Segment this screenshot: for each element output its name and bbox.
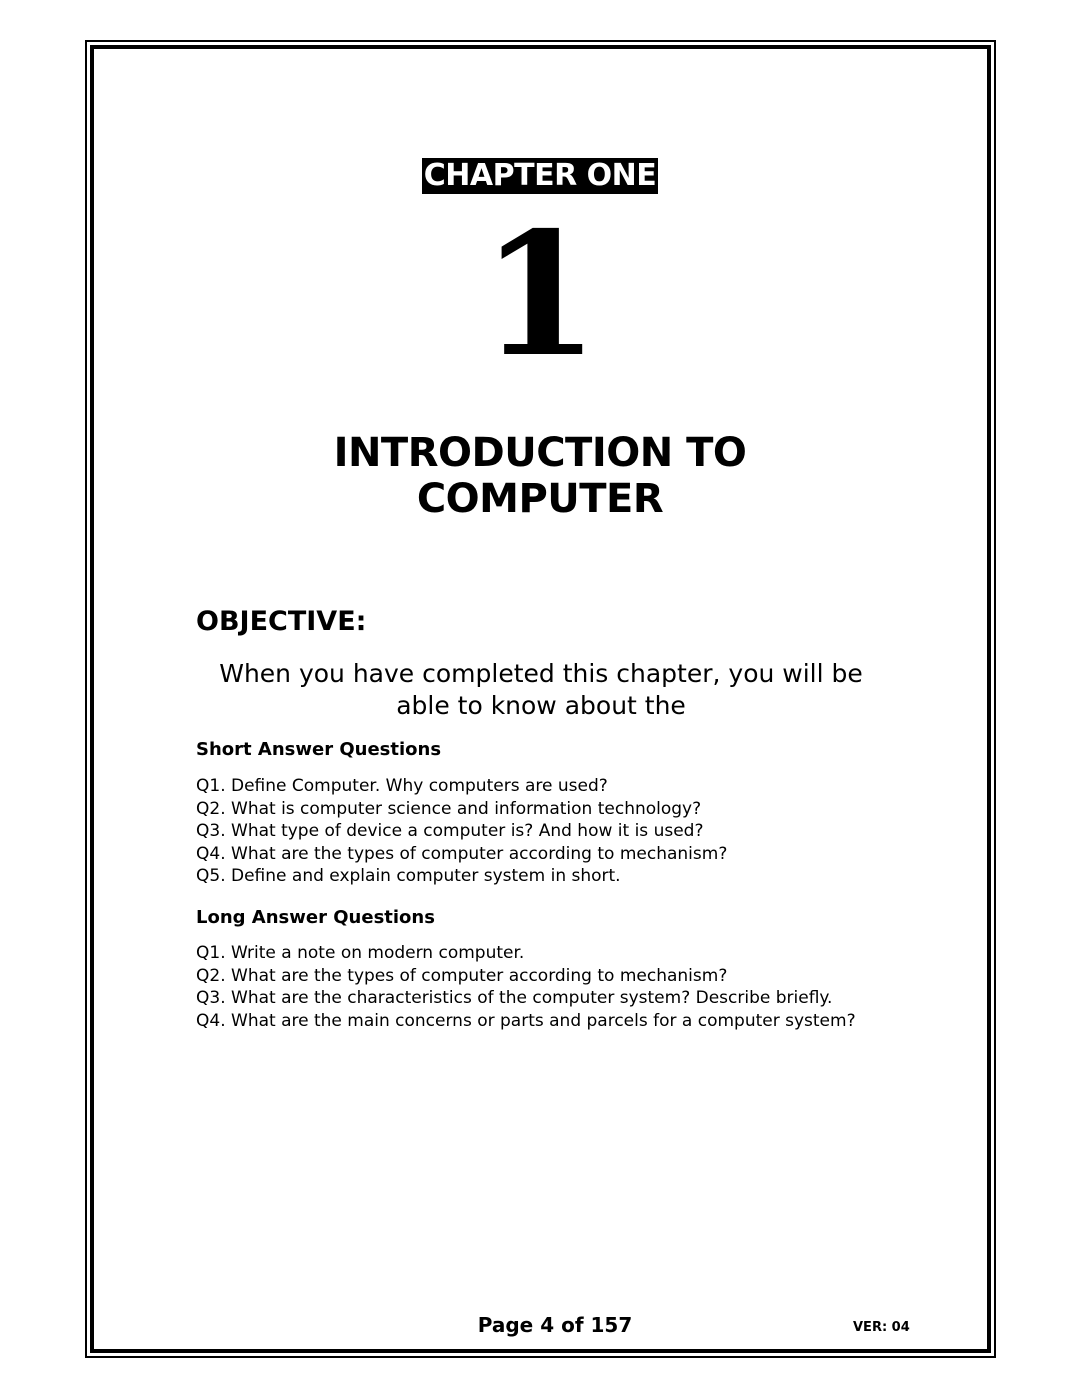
objective-text-line-2: able to know about the: [396, 691, 686, 720]
short-answer-question: Q5. Define and explain computer system in short.: [196, 866, 621, 886]
long-answer-question: Q2. What are the types of computer according to mechanism?: [196, 965, 728, 986]
short-answer-heading: Short Answer Questions: [196, 739, 442, 760]
long-answer-question: Q1. Write a note on modern computer.: [196, 943, 525, 963]
chapter-title-line-2: COMPUTER: [416, 476, 664, 522]
short-answer-question: Q4. What are the types of computer according to mechanism?: [196, 843, 728, 864]
chapter-label: [0, 158, 1080, 194]
short-answer-question: Q3. What type of device a computer is? And how it is used?: [196, 821, 704, 841]
chapter-title-line-1: INTRODUCTION TO: [333, 430, 747, 476]
objective-text-line-1: When you have completed this chapter, you will be: [219, 659, 863, 688]
long-answer-list: [196, 942, 896, 1032]
objective-heading: OBJECTIVE:: [196, 606, 367, 637]
long-answer-heading: Long Answer Questions: [196, 907, 435, 928]
chapter-label-text: CHAPTER ONE: [423, 158, 657, 193]
long-answer-question: Q3. What are the characteristics of the computer system? Describe briefly.: [196, 988, 833, 1008]
short-answer-question: Q2. What is computer science and information technology?: [196, 798, 702, 819]
short-answer-list: [196, 775, 896, 888]
page-number: Page 4 of 157: [477, 1313, 633, 1337]
chapter-title: [0, 430, 1080, 522]
chapter-number: 1: [480, 195, 600, 395]
short-answer-question: Q1. Define Computer. Why computers are used?: [196, 776, 608, 796]
long-answer-question: Q4. What are the main concerns or parts and parcels for a computer system?: [196, 1010, 856, 1031]
version-label: VER: 04: [853, 1320, 910, 1335]
objective-text: [196, 658, 886, 722]
